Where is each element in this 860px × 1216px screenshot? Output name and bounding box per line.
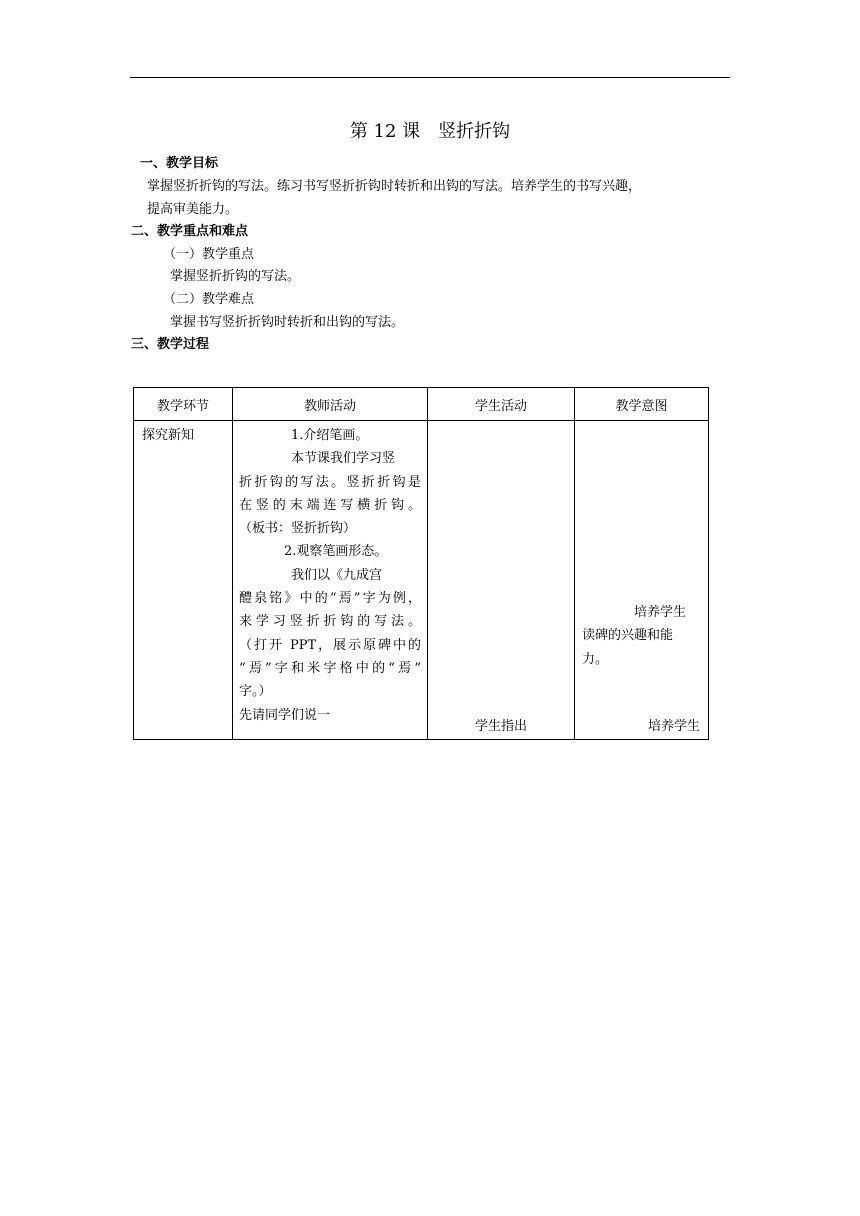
teaching-intent-cell — [575, 421, 709, 740]
difficulty-heading: （二）教学难点 — [163, 292, 255, 307]
lesson-title: 第 12 课 竖折折钩 — [349, 121, 511, 142]
lesson-process-table — [133, 387, 709, 740]
objectives-line-1: 掌握竖折折钩的写法。练习书写竖折折钩时转折和出钩的写法。培养学生的书写兴趣， — [147, 179, 642, 194]
difficulty-text: 掌握书写竖折折钩时转折和出钩的写法。 — [170, 315, 405, 330]
student-activity-cell — [428, 421, 575, 740]
teacher-activity-cell — [233, 421, 428, 740]
header-stage: 教学环节 — [134, 388, 233, 421]
header-teaching-intent: 教学意图 — [575, 388, 709, 421]
teacher-line: 在竖的末端连写横折钩。 — [239, 497, 421, 513]
teacher-line: 折折钩的写法。竖折折钩是 — [239, 474, 421, 490]
teacher-line: 我们以《九成宫 — [291, 567, 383, 583]
section-heading-process: 三、教学过程 — [131, 337, 210, 352]
table-row — [134, 421, 709, 740]
teacher-line: 2.观察笔画形态。 — [284, 544, 388, 560]
teacher-line: 来学习竖折折钩的写法。 — [239, 614, 421, 630]
student-activity-text: 学生指出 — [474, 719, 527, 734]
teacher-line: 1.介绍笔画。 — [291, 428, 369, 443]
teacher-line: （板书：竖折折钩） — [239, 521, 357, 537]
teacher-line: “焉”字和米字格中的“焉” — [239, 660, 421, 676]
intent-line: 力。 — [582, 651, 609, 667]
objectives-line-2: 提高审美能力。 — [147, 202, 239, 217]
intent-bottom-text: 培养学生 — [647, 719, 700, 734]
stage-cell — [134, 421, 233, 740]
header-student-activity: 学生活动 — [428, 388, 575, 421]
stage-text: 探究新知 — [142, 428, 195, 443]
section-heading-key-points: 二、教学重点和难点 — [131, 224, 249, 239]
section-heading-objectives: 一、教学目标 — [140, 156, 219, 171]
key-point-heading: （一）教学重点 — [163, 247, 255, 262]
intent-line: 培养学生 — [634, 605, 687, 620]
teacher-line: （打开 PPT，展示原碑中的 — [239, 637, 421, 653]
teacher-line: 先请同学们说一 — [239, 707, 331, 723]
teacher-line: 醴泉铭》中的“焉”字为例， — [239, 591, 421, 607]
header-rule — [130, 77, 730, 78]
header-teacher-activity: 教师活动 — [233, 388, 428, 421]
key-point-text: 掌握竖折折钩的写法。 — [170, 269, 301, 284]
table-header-row — [134, 388, 709, 421]
intent-line: 读碑的兴趣和能 — [582, 628, 674, 644]
teacher-line: 本节课我们学习竖 — [291, 451, 396, 467]
teacher-line: 字。） — [239, 684, 272, 700]
